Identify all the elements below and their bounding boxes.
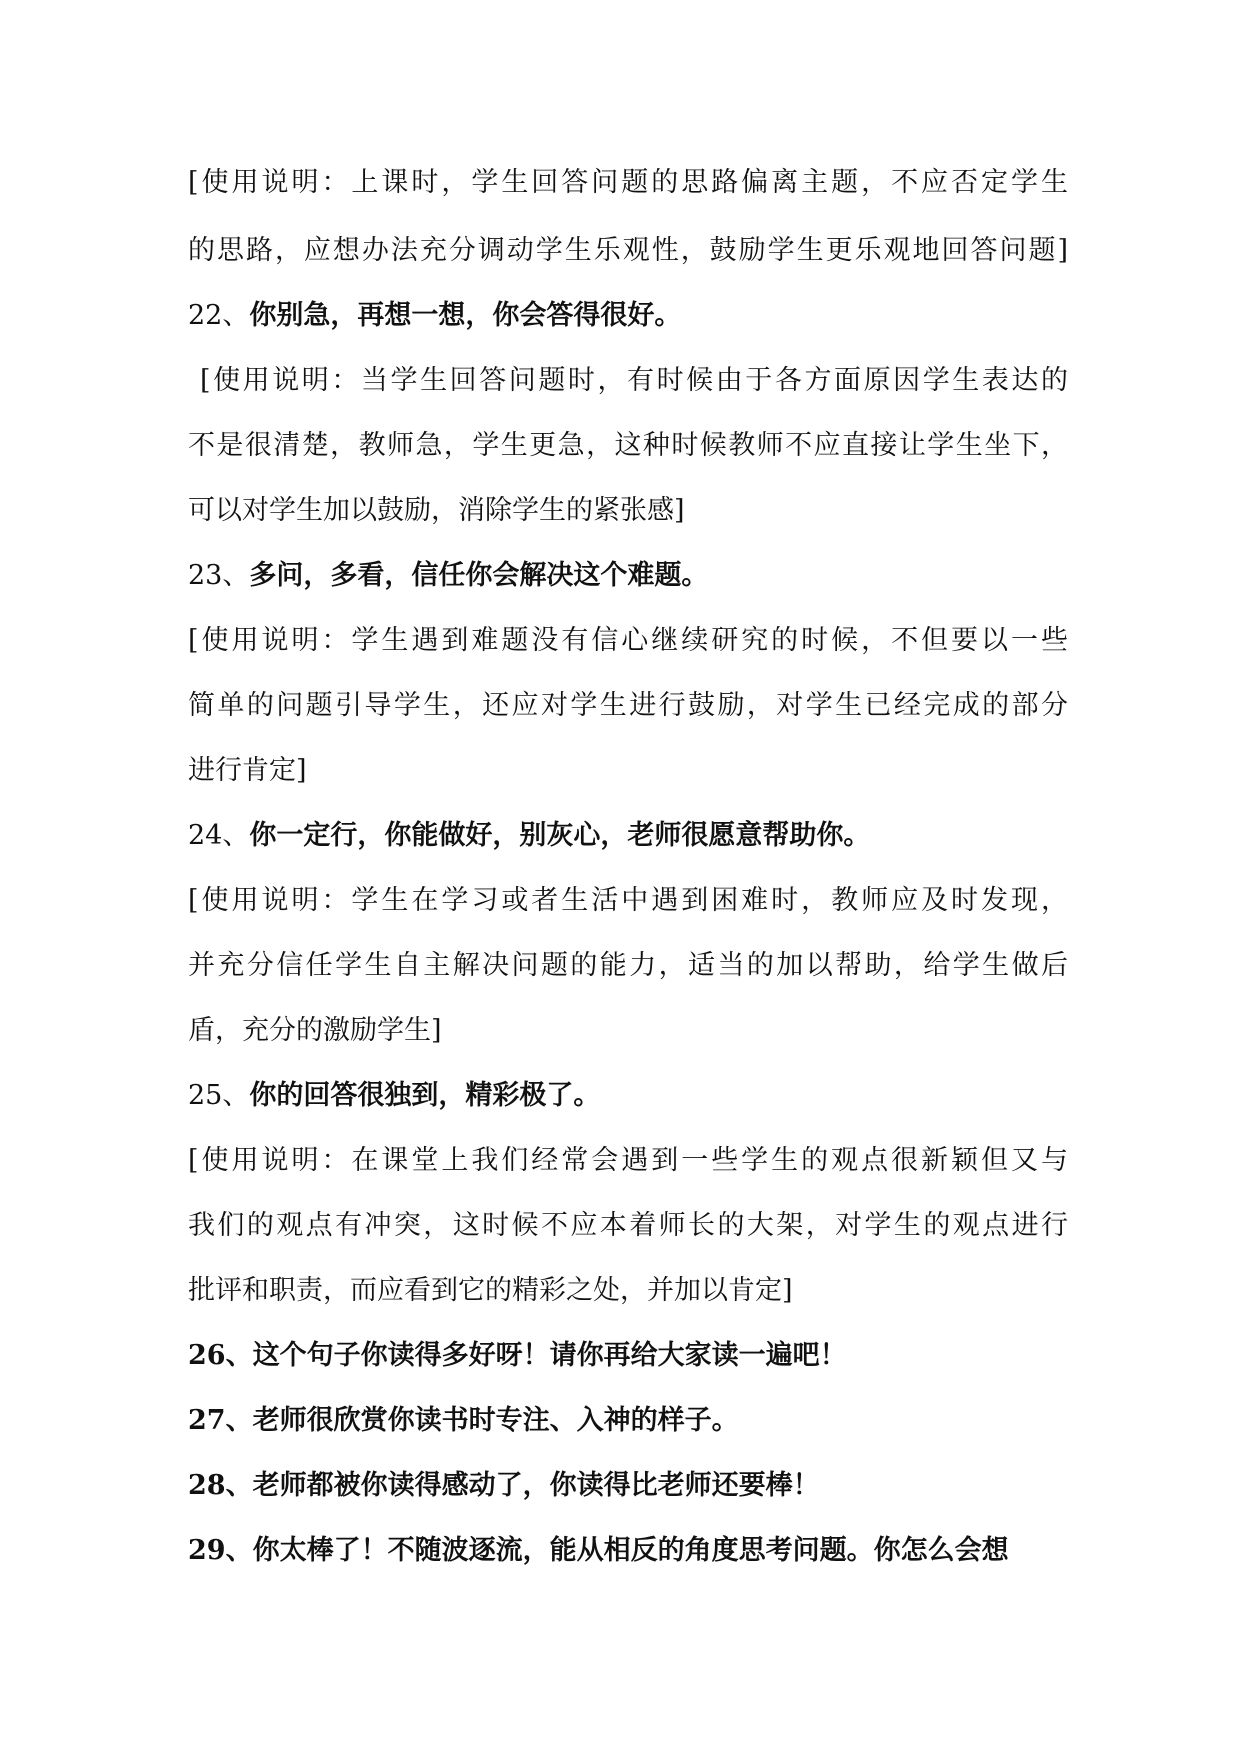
note-line (188, 150, 1068, 218)
note-line (188, 478, 1068, 543)
note-line (188, 1258, 1068, 1323)
note-text: 的思路，应想办法充分调动学生乐观性，鼓励学生更乐观地回答问题] (188, 235, 1068, 266)
item-heading-23 (188, 543, 1068, 608)
item-text: 这个句子你读得多好呀！请你再给大家读一遍吧！ (252, 1340, 847, 1371)
note-text: 简单的问题引导学生，还应对学生进行鼓励，对学生已经完成的部分 (188, 690, 1068, 721)
note-line (188, 673, 1068, 738)
item-heading-25 (188, 1063, 1068, 1128)
note-text: 批评和职责，而应看到它的精彩之处，并加以肯定] (188, 1275, 793, 1306)
note-text: [使用说明：在课堂上我们经常会遇到一些学生的观点很新颖但又与 (188, 1145, 1068, 1176)
item-text: 你别急，再想一想，你会答得很好。 (249, 300, 682, 331)
note-line (188, 998, 1068, 1063)
note-line (188, 218, 1068, 283)
item-number: 22、 (188, 300, 250, 331)
item-text: 多问，多看，信任你会解决这个难题。 (249, 560, 709, 591)
note-line (188, 348, 1068, 413)
item-text: 你一定行，你能做好，别灰心，老师很愿意帮助你。 (249, 820, 871, 851)
item-number: 26、 (188, 1340, 253, 1371)
item-heading-26 (188, 1323, 1068, 1388)
note-text: 进行肯定] (188, 755, 307, 786)
item-heading-28 (188, 1453, 1068, 1518)
item-text: 老师都被你读得感动了，你读得比老师还要棒！ (252, 1470, 820, 1501)
note-line (188, 1128, 1068, 1193)
item-number: 25、 (188, 1080, 250, 1111)
note-line (188, 868, 1068, 933)
note-text: 并充分信任学生自主解决问题的能力，适当的加以帮助，给学生做后 (188, 950, 1068, 981)
item-heading-27 (188, 1388, 1068, 1453)
note-line (188, 738, 1068, 803)
note-text: 我们的观点有冲突，这时候不应本着师长的大架，对学生的观点进行 (188, 1210, 1068, 1241)
document-body (188, 150, 1068, 1583)
note-text: [使用说明：学生遇到难题没有信心继续研究的时候，不但要以一些 (188, 625, 1068, 656)
note-line (188, 1193, 1068, 1258)
note-text: 不是很清楚，教师急，学生更急，这种时候教师不应直接让学生坐下， (188, 430, 1068, 461)
note-text: [使用说明：上课时，学生回答问题的思路偏离主题，不应否定学生 (188, 167, 1068, 198)
item-number: 28、 (188, 1470, 253, 1501)
note-line (188, 608, 1068, 673)
item-heading-24 (188, 803, 1068, 868)
item-number: 27、 (188, 1405, 253, 1436)
item-number: 29、 (188, 1535, 253, 1566)
item-text: 老师很欣赏你读书时专注、入神的样子。 (252, 1405, 739, 1436)
item-text: 你太棒了！不随波逐流，能从相反的角度思考问题。你怎么会想 (252, 1535, 1009, 1566)
note-line (188, 933, 1068, 998)
note-line (188, 413, 1068, 478)
item-text: 你的回答很独到，精彩极了。 (249, 1080, 601, 1111)
item-heading-22 (188, 283, 1068, 348)
note-text: 盾，充分的激励学生] (188, 1015, 442, 1046)
note-text: [使用说明：当学生回答问题时，有时候由于各方面原因学生表达的 (200, 365, 1068, 396)
item-number: 23、 (188, 560, 250, 591)
note-text: 可以对学生加以鼓励，消除学生的紧张感] (188, 495, 685, 526)
item-number: 24、 (188, 820, 250, 851)
note-text: [使用说明：学生在学习或者生活中遇到困难时，教师应及时发现， (188, 885, 1068, 916)
item-heading-29 (188, 1518, 1068, 1583)
